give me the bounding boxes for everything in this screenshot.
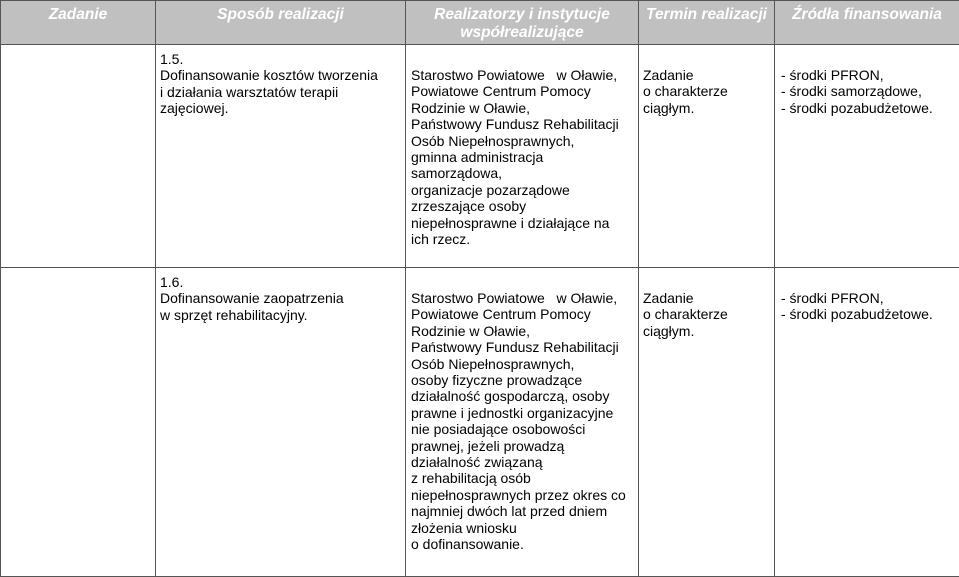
funding-cell: - środki PFRON, - środki pozabudżetowe. <box>775 268 959 577</box>
executors-cell: Starostwo Powiatowe w Oławie, Powiatowe Centrum Pomocy Rodzinie w Oławie, Państwowy Fundusz Rehabilitacji Osób Niepełnosprawnych, gminna administracja samorządowa, organizacje pozarządowe zrzeszające osoby niepełnosprawne i działające na ich rzecz. <box>406 45 639 268</box>
header-method: Sposób realizacji <box>156 1 406 45</box>
funding-cell: - środki PFRON, - środki samorządowe, - środki pozabudżetowe. <box>775 45 959 268</box>
task-number: 1.5. <box>160 51 405 67</box>
method-cell: 1.5. Dofinansowanie kosztów tworzenia i działania warsztatów terapii zajęciowej. <box>156 45 406 268</box>
table-row <box>1 45 959 268</box>
table-row <box>1 268 959 577</box>
executors-cell: Starostwo Powiatowe w Oławie, Powiatowe Centrum Pomocy Rodzinie w Oławie, Państwowy Fundusz Rehabilitacji Osób Niepełnosprawnych, osoby fizyczne prowadzące działalność gospodarczą, osoby prawne i jednostki organizacyjne nie posiadające osobowości prawnej, jeżeli prowadzą działalność związaną z rehabilitacją osób niepełnosprawnych przez okres co najmniej dwóch lat przed dniem złożenia wniosku o dofinansowanie. <box>406 268 639 577</box>
term-cell: Zadanie o charakterze ciągłym. <box>639 268 775 577</box>
header-task: Zadanie <box>1 1 156 45</box>
task-cell <box>1 268 156 577</box>
header-executors: Realizatorzy i instytucje współrealizujące <box>406 1 639 45</box>
task-cell <box>1 45 156 268</box>
method-cell: 1.6. Dofinansowanie zaopatrzenia w sprzęt rehabilitacyjny. <box>156 268 406 577</box>
header-funding: Źródła finansowania <box>775 1 959 45</box>
header-term: Termin realizacji <box>639 1 775 45</box>
term-cell: Zadanie o charakterze ciągłym. <box>639 45 775 268</box>
header-row <box>1 1 959 45</box>
task-number: 1.6. <box>160 274 405 290</box>
